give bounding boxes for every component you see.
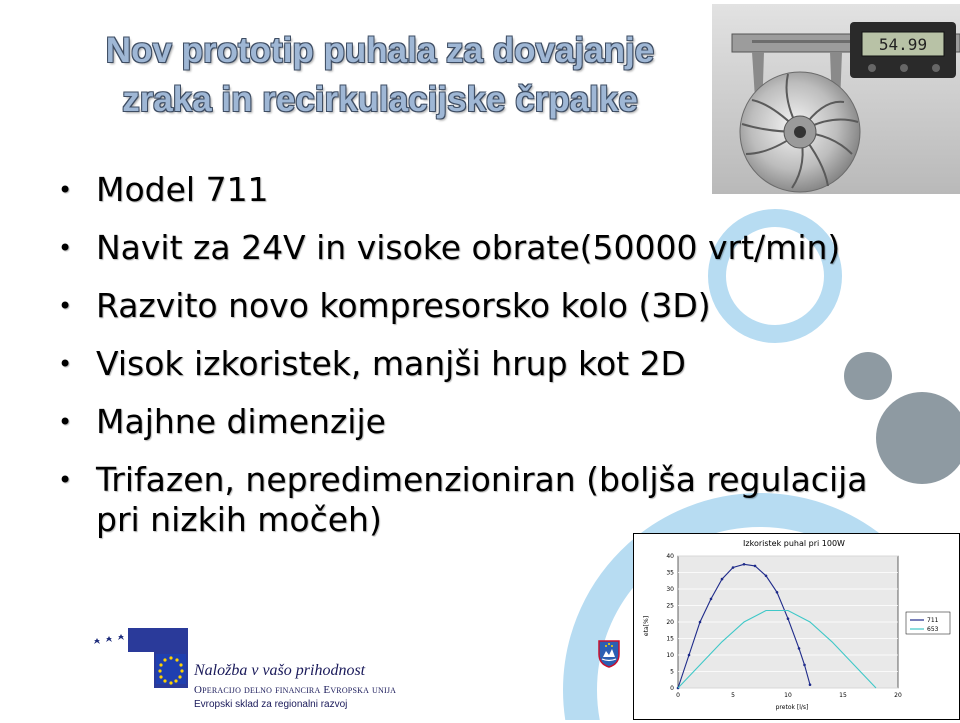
caliper-reading: 54.99 xyxy=(878,35,928,54)
x-tick-label: 15 xyxy=(839,692,847,699)
title-line-2: zraka in recirkulacijske črpalke xyxy=(122,80,638,119)
footer-operation-line: Operacijo delno financira Evropska unija xyxy=(194,684,397,696)
legend-label-653: 653 xyxy=(927,626,939,633)
y-tick-label: 0 xyxy=(670,685,674,692)
chart-y-label: eta[%] xyxy=(643,615,650,637)
chart-title: Izkoristek puhal pri 100W xyxy=(743,539,845,548)
efficiency-chart xyxy=(633,533,960,720)
impeller-photo xyxy=(712,4,960,194)
chart-canvas xyxy=(634,534,959,719)
bullet-item: • Visok izkoristek, manjši hrup kot 2D xyxy=(58,344,918,384)
bullet-list xyxy=(58,170,918,558)
impeller-caliper-image xyxy=(712,4,960,194)
x-tick-label: 20 xyxy=(894,692,902,699)
y-tick-label: 15 xyxy=(666,635,674,643)
x-tick-label: 5 xyxy=(731,692,735,699)
y-tick-label: 5 xyxy=(670,668,674,676)
data-point xyxy=(803,664,806,667)
chart-x-label: pretok [l/s] xyxy=(775,704,809,711)
y-tick-label: 30 xyxy=(666,586,674,593)
bullet-item: • Majhne dimenzije xyxy=(58,402,918,442)
legend-label-711: 711 xyxy=(927,617,939,624)
y-tick-label: 10 xyxy=(666,652,674,659)
data-point xyxy=(787,617,790,620)
x-tick-label: 0 xyxy=(676,692,680,699)
data-point xyxy=(743,563,746,566)
title-line-1: Nov prototip puhala za dovajanje xyxy=(105,31,655,70)
y-tick-label: 40 xyxy=(666,553,674,560)
footer-fund-line: Evropski sklad za regionalni razvoj xyxy=(194,699,348,710)
data-point xyxy=(688,654,691,657)
y-tick-label: 20 xyxy=(666,619,674,626)
bullet-item: • Model 711 xyxy=(58,170,918,210)
y-tick-label: 25 xyxy=(666,602,674,610)
data-point xyxy=(765,575,768,578)
slovenia-crest-icon xyxy=(598,640,620,668)
footer-slogan: Naložba v vašo prihodnost xyxy=(194,662,366,679)
data-point xyxy=(798,647,801,650)
data-point xyxy=(721,578,724,581)
x-tick-label: 10 xyxy=(784,692,792,699)
bullet-item: • Razvito novo kompresorsko kolo (3D) xyxy=(58,286,918,326)
y-tick-label: 35 xyxy=(666,569,674,577)
bullet-item: • Trifazen, nepredimenzioniran (boljša regulacija pri nizkih močeh) xyxy=(58,460,918,540)
data-point xyxy=(732,566,735,569)
data-point xyxy=(809,683,812,686)
data-point xyxy=(699,621,702,624)
data-point xyxy=(754,565,757,568)
slide-title xyxy=(40,26,720,124)
data-point xyxy=(776,591,779,594)
data-point xyxy=(710,598,713,601)
bullet-item: • Navit za 24V in visoke obrate(50000 vrt/min) xyxy=(58,228,918,268)
